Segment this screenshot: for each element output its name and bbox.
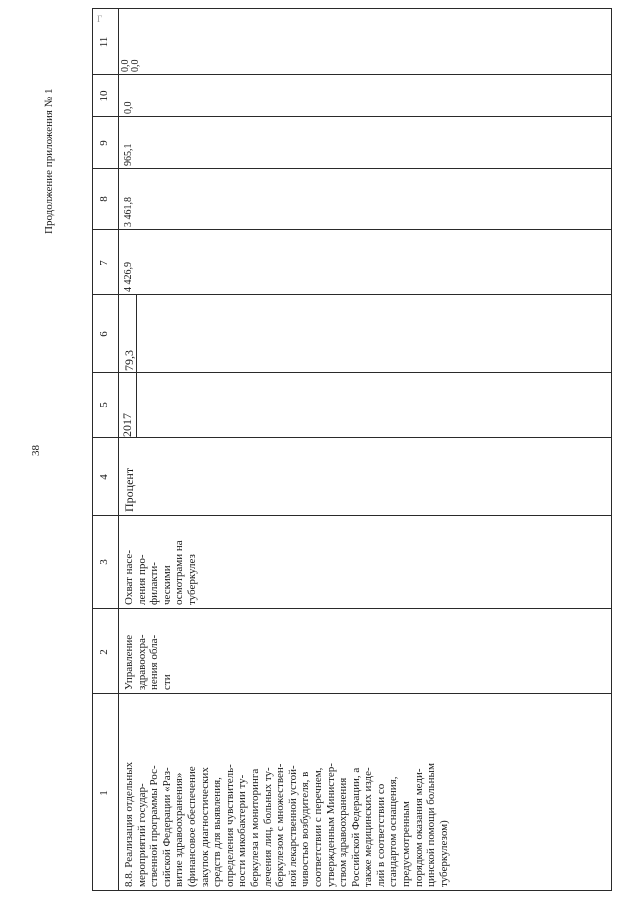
- value-underline: [136, 295, 137, 372]
- column-number-3: 3: [98, 559, 110, 565]
- appendix-caption: Продолжение приложения № 1: [43, 88, 55, 234]
- measure-description: 8.8. Реализация отдельных мероприятий государ- ственной программы Рос- сийской Федерации «Раз- витие здравоохранения» (финансовое обеспечение закупок диагностических средств для выявления, определения чувствитель- ности микобактерии ту- беркулеза и мониторинга лечения лиц, больных ту- беркулезом с множествен- ной лекарственной устой- чивостью возбудителя, в соответствии с перечнем, утвержденным Министер- ством здравоохранения Российской Федерации, а также медицинских изде- лий в соответствии со стандартом оснащения, предусмотренным порядком оказания меди- цинской помощи больным туберкулезом): [123, 761, 450, 887]
- column-number-8: 8: [98, 196, 110, 202]
- col11-value: 0,0 0,0: [120, 59, 141, 72]
- table-bottom-border: [611, 8, 612, 891]
- column-number-6: 6: [98, 331, 110, 337]
- col10-value: 0,0: [123, 101, 134, 114]
- table-left-border: [92, 890, 612, 891]
- column-divider: [92, 74, 612, 75]
- column-divider: [92, 294, 612, 295]
- column-number-1: 1: [98, 790, 110, 796]
- scan-mark: Г: [97, 14, 103, 24]
- value-underline: [136, 373, 137, 437]
- col9-value: 965,1: [123, 143, 134, 166]
- column-divider: [92, 229, 612, 230]
- indicator-value: 79,3: [122, 350, 136, 371]
- column-divider: [92, 515, 612, 516]
- column-divider: [92, 372, 612, 373]
- table-right-border: [92, 8, 612, 9]
- column-divider: [92, 168, 612, 169]
- unit-of-measure: Процент: [122, 467, 136, 512]
- column-number-4: 4: [98, 474, 110, 480]
- column-number-9: 9: [98, 140, 110, 146]
- year-value: 2017: [120, 413, 134, 437]
- column-number-2: 2: [98, 649, 110, 655]
- column-number-10: 10: [98, 90, 110, 102]
- table-header-divider: [118, 8, 119, 891]
- column-number-5: 5: [98, 402, 110, 408]
- page-number: 38: [30, 445, 42, 456]
- column-divider: [92, 608, 612, 609]
- col8-value: 3 461,8: [123, 197, 134, 227]
- responsible-body: Управление здравоохра- нения обла- сти: [123, 634, 173, 690]
- column-number-11: 11: [98, 36, 110, 48]
- column-divider: [92, 116, 612, 117]
- col7-value: 4 426,9: [123, 262, 134, 292]
- column-number-7: 7: [98, 260, 110, 266]
- table-top-border: [92, 8, 93, 891]
- indicator-name: Охват насе- ления про- филакти- ческими осмотрами на туберкулез: [123, 540, 198, 605]
- column-divider: [92, 437, 612, 438]
- column-divider: [92, 693, 612, 694]
